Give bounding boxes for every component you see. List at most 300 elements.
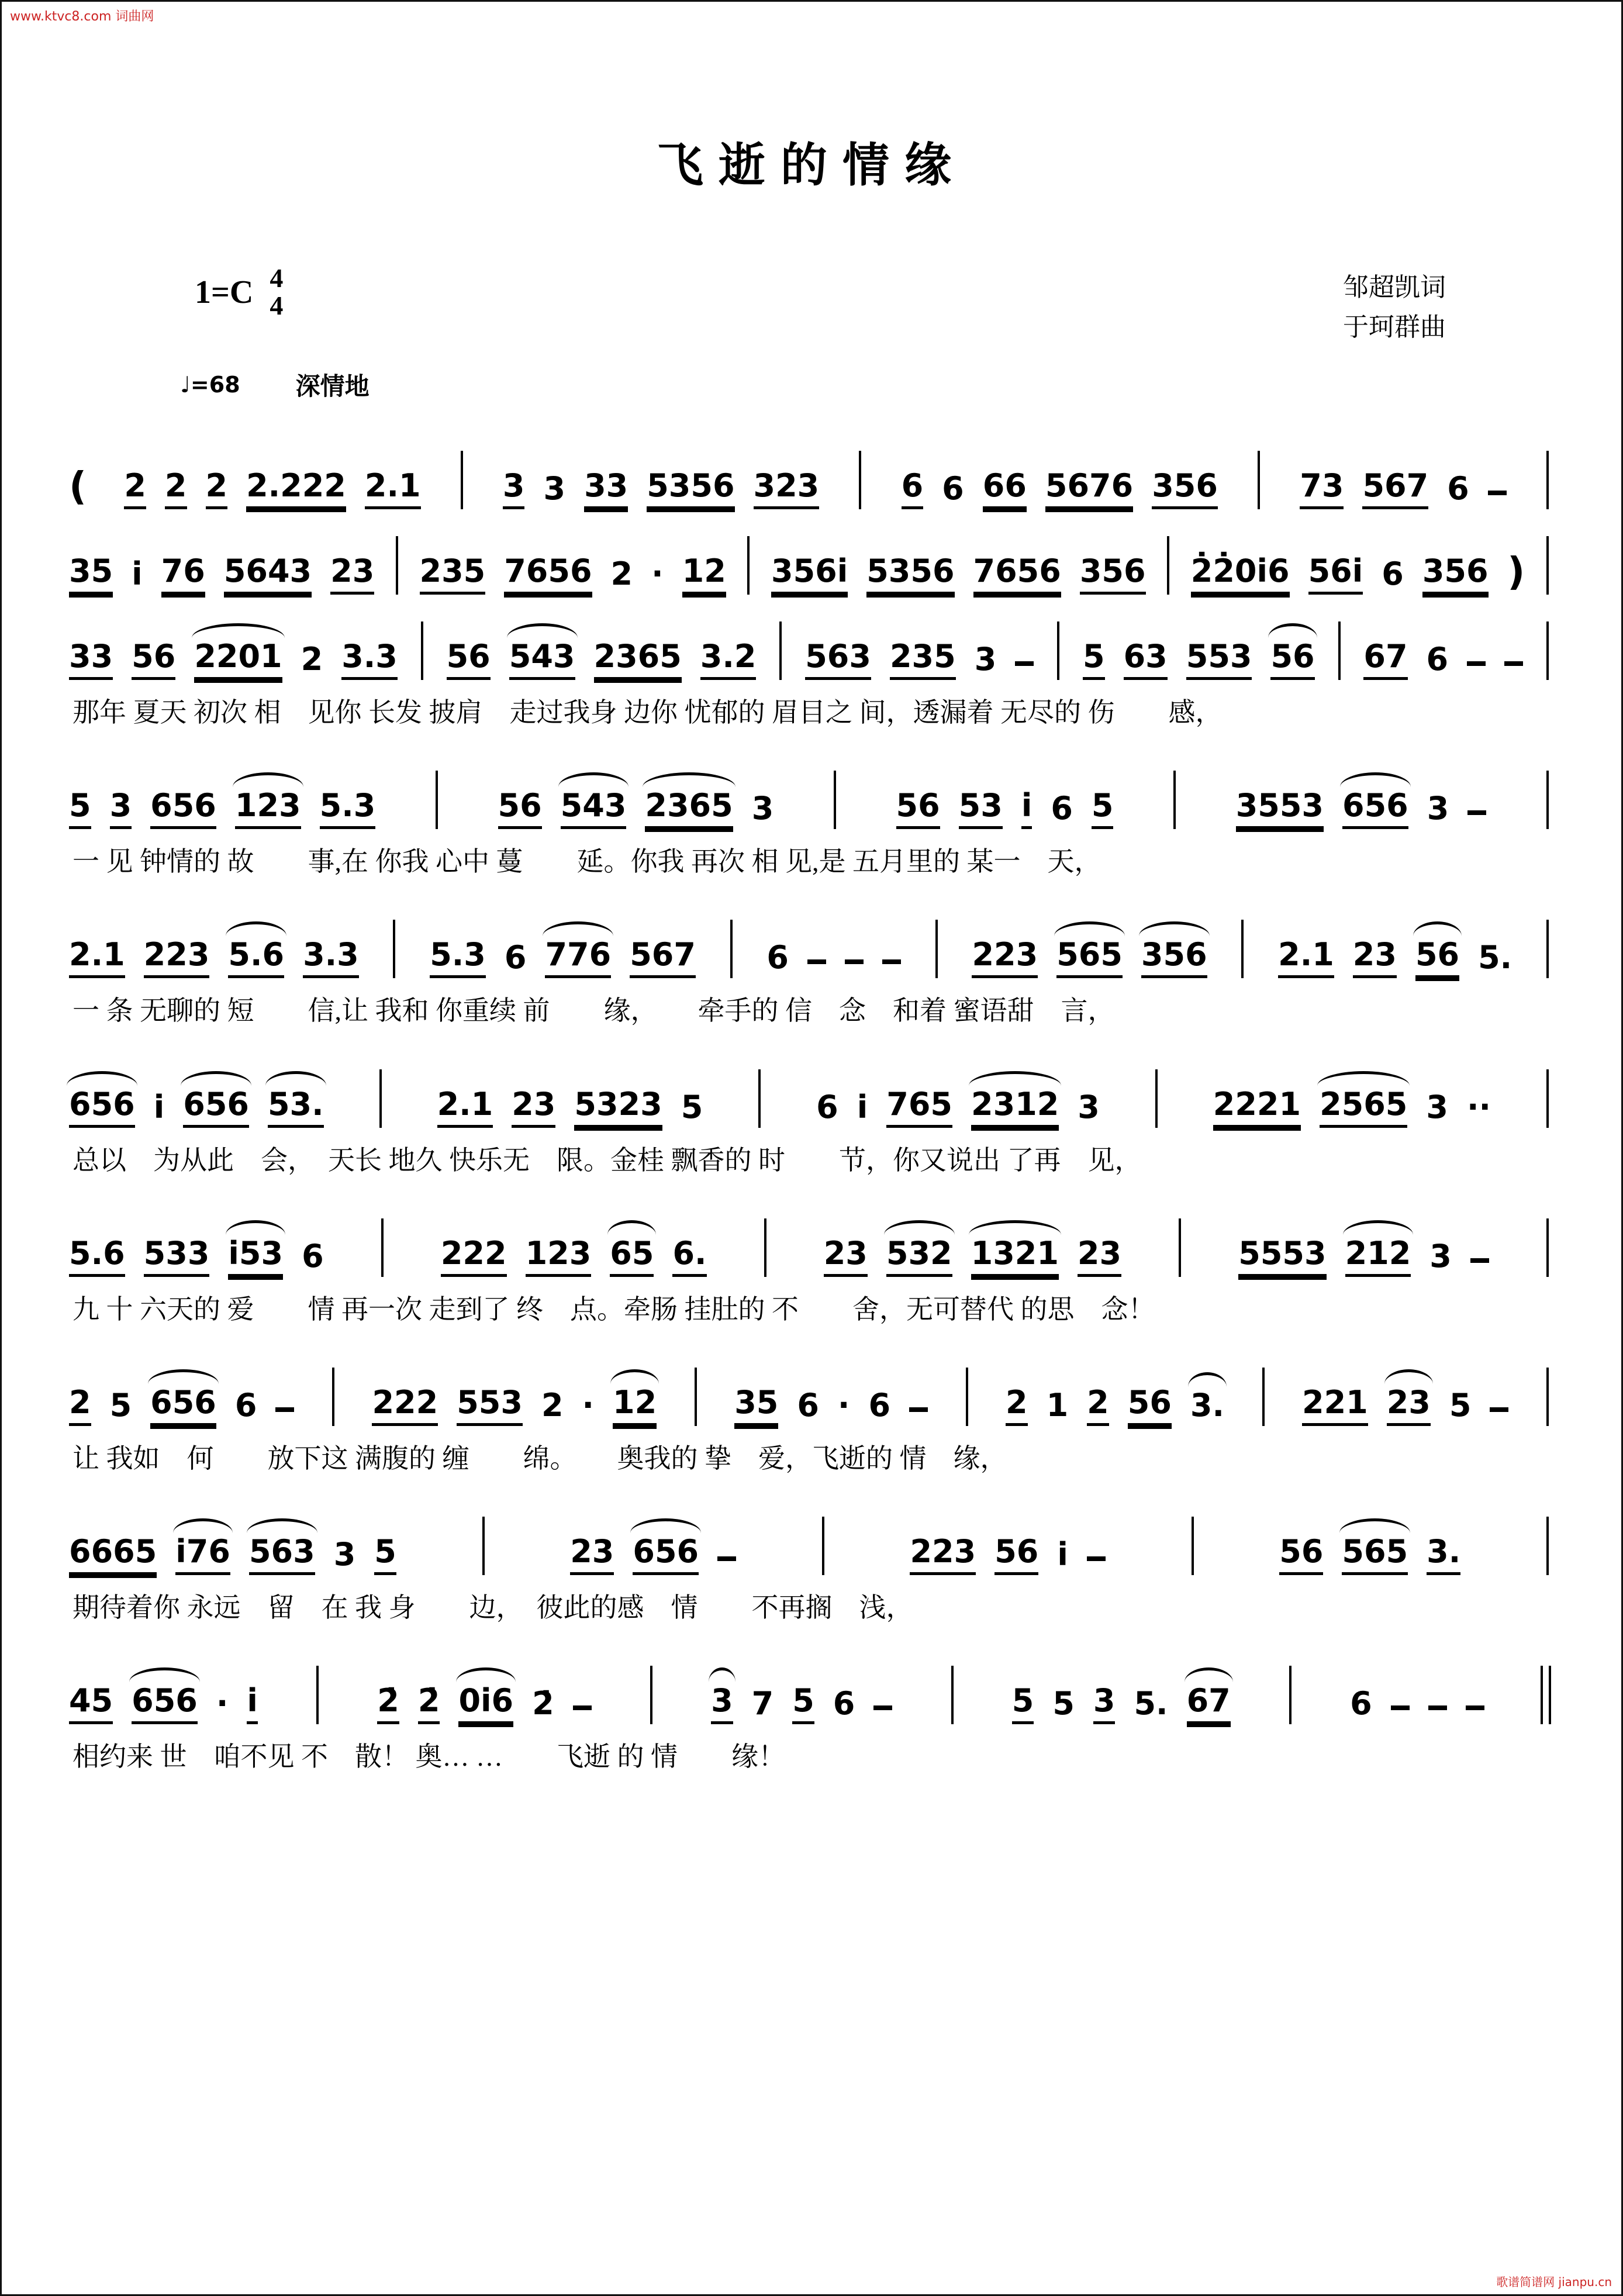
note: 5.3 — [430, 939, 486, 978]
measure — [1300, 467, 1506, 509]
note: 776 — [545, 939, 611, 978]
measure — [823, 1234, 1122, 1277]
note: 656 — [132, 1685, 198, 1724]
barline — [1546, 451, 1549, 509]
lyrics-row: 一 见 钟情的 故 事,在 你我 心中 蔓 延。你我 再次 相 见,是 五月里的 某一 天， — [72, 847, 1101, 877]
rest-dash — [909, 1407, 928, 1412]
note: 35 — [69, 555, 113, 595]
note: 543 — [561, 790, 627, 829]
note: 33 — [69, 641, 113, 680]
note: 356i — [771, 555, 848, 595]
note: 73 — [1300, 470, 1344, 509]
barline — [779, 622, 782, 680]
measure — [1302, 1383, 1508, 1426]
measure — [437, 1085, 703, 1128]
note: 5 — [1052, 1685, 1075, 1722]
note: 2 — [301, 641, 323, 678]
note: 2.1 — [437, 1089, 493, 1128]
time-signature-numerator: 4 — [270, 263, 284, 293]
rest-dash — [573, 1705, 592, 1710]
note: 6 — [833, 1685, 855, 1722]
note: 765 — [886, 1089, 952, 1128]
note: 6 — [1447, 470, 1469, 507]
close-paren: ) — [1507, 549, 1525, 594]
rest-dash — [1504, 661, 1523, 666]
note: 56 — [1270, 641, 1314, 680]
measure — [816, 1085, 1100, 1128]
note: 3553 — [1236, 790, 1324, 829]
note: 56i — [1308, 555, 1363, 595]
note: 66 — [983, 470, 1027, 509]
note: 2̇ — [377, 1685, 399, 1724]
note: 3 — [1078, 1088, 1100, 1125]
note: 5. — [1478, 939, 1513, 976]
note: 565 — [1342, 1536, 1408, 1575]
notes-row — [69, 1218, 1551, 1277]
note: 2365 — [645, 790, 733, 829]
measure — [1235, 787, 1487, 829]
final-barline — [1541, 1666, 1551, 1724]
notes-row — [69, 920, 1551, 978]
barline — [379, 1069, 382, 1128]
note: 5 — [792, 1685, 814, 1724]
open-paren: ( — [69, 464, 87, 509]
note: 3. — [1427, 1536, 1460, 1575]
note: 235 — [890, 641, 956, 680]
measure — [69, 1085, 324, 1128]
barline — [966, 1368, 968, 1426]
note: 323 — [754, 470, 820, 509]
measure — [502, 467, 820, 509]
measure — [1279, 1533, 1461, 1575]
note: 6 — [1350, 1685, 1372, 1722]
note: 5 — [1012, 1685, 1034, 1724]
barline — [1546, 1368, 1549, 1426]
note: 2 — [610, 555, 633, 592]
rest-dash — [807, 959, 826, 964]
note: 23 — [1078, 1238, 1121, 1277]
barline — [436, 771, 438, 829]
measure — [377, 1682, 591, 1724]
barline — [1258, 451, 1260, 509]
note: 532 — [886, 1238, 952, 1277]
measure — [1191, 555, 1489, 595]
measure — [1278, 936, 1513, 978]
watermark-top-left: www.ktvc8.com 词曲网 — [10, 9, 154, 24]
barline — [935, 920, 938, 978]
note: 553 — [1186, 641, 1252, 680]
barline — [1546, 1069, 1549, 1128]
note: 5356 — [866, 555, 954, 595]
rest-dash — [275, 1407, 294, 1412]
measure — [1011, 1682, 1231, 1724]
barline — [764, 1218, 766, 1277]
measure — [446, 638, 757, 680]
barline — [381, 1218, 384, 1277]
lyrics-row: 相约来 世 咱不见 不 散！ 奥… … 飞逝 的 情 缘！ — [72, 1742, 785, 1772]
notes-row — [69, 771, 1551, 829]
time-signature — [270, 265, 283, 320]
barline — [393, 920, 395, 978]
note: 5 — [1083, 641, 1105, 680]
note: 3 — [110, 790, 132, 829]
note: 2365 — [594, 641, 682, 680]
note: 3 — [543, 470, 566, 507]
watermark-bottom-right: 歌谱简谱网 jianpu.cn — [1496, 2275, 1612, 2289]
measure — [711, 1682, 892, 1724]
rest-dash — [1466, 1705, 1484, 1710]
note: 1 — [1046, 1386, 1069, 1424]
note: 3 — [1429, 1237, 1452, 1275]
note: 3 — [503, 470, 525, 509]
note: 6 — [868, 1386, 891, 1424]
measure — [910, 1533, 1105, 1575]
note: 23 — [1353, 939, 1397, 978]
rest-dash — [1467, 661, 1486, 666]
expression-marking: 深情地 — [295, 372, 370, 400]
notes-row — [69, 1069, 1551, 1128]
note: 56 — [1128, 1387, 1172, 1426]
measure — [771, 555, 1146, 595]
note: 53 — [959, 790, 1003, 829]
note: ·· — [1466, 1088, 1491, 1125]
measure — [1363, 638, 1523, 680]
measure — [1083, 638, 1315, 680]
note: i — [153, 1088, 165, 1125]
barline — [1155, 1069, 1158, 1128]
note: 2312 — [971, 1089, 1059, 1128]
measure — [440, 1234, 707, 1277]
measure — [1238, 1234, 1489, 1277]
note: 3 — [974, 641, 997, 678]
rest-dash — [1470, 1258, 1489, 1263]
measure — [69, 555, 374, 595]
note: 23 — [570, 1536, 614, 1575]
note: 5 — [1092, 790, 1114, 829]
note: 67 — [1363, 641, 1407, 680]
note: 56 — [498, 790, 542, 829]
note: 3.3 — [341, 641, 398, 680]
rest-dash — [882, 959, 901, 964]
barline — [482, 1517, 485, 1575]
score-system — [69, 1517, 1551, 1624]
note: 5 — [109, 1386, 132, 1424]
barline — [1262, 1368, 1265, 1426]
note: 656 — [150, 790, 216, 829]
rest-dash — [1015, 661, 1034, 666]
rest-dash — [1467, 810, 1486, 815]
barline — [1167, 536, 1169, 595]
note: 5643 — [224, 555, 312, 595]
note: 567 — [630, 939, 696, 978]
note: 221 — [1302, 1387, 1368, 1426]
measure — [805, 638, 1034, 680]
note: 5676 — [1045, 470, 1133, 509]
measure — [901, 467, 1218, 509]
measure — [1213, 1085, 1491, 1128]
note: 5 — [681, 1088, 703, 1125]
note: 53. — [268, 1089, 324, 1128]
note: 6 — [816, 1088, 838, 1125]
note: 63 — [1124, 641, 1168, 680]
note: 56 — [994, 1536, 1038, 1575]
score-system — [69, 451, 1551, 509]
note: 5356 — [647, 470, 734, 509]
note: · — [582, 1386, 595, 1424]
notes-row — [69, 536, 1551, 595]
rest-dash — [717, 1556, 736, 1561]
note: 56 — [132, 641, 175, 680]
note: 1321 — [971, 1238, 1059, 1277]
measure — [570, 1533, 736, 1575]
measure — [69, 1234, 324, 1277]
note: · — [651, 555, 664, 592]
note: i — [1021, 790, 1032, 829]
measure — [1006, 1383, 1224, 1426]
measure — [420, 555, 726, 595]
note: 7656 — [504, 555, 592, 595]
rest-dash — [1488, 491, 1507, 495]
note: 0i6 — [458, 1685, 513, 1724]
barline — [1546, 771, 1549, 829]
note: 23 — [512, 1089, 555, 1128]
barline — [951, 1666, 954, 1724]
barline — [758, 1069, 761, 1128]
measure — [430, 936, 696, 978]
note: 563 — [249, 1536, 315, 1575]
note: 356 — [1080, 555, 1146, 595]
note: 2 — [541, 1386, 564, 1424]
barline — [1546, 622, 1549, 680]
measure — [972, 936, 1207, 978]
score-system — [69, 1368, 1551, 1475]
note: 65 — [610, 1238, 654, 1277]
rest-dash — [1490, 1407, 1508, 1412]
note: 2 — [1087, 1387, 1109, 1426]
notes-row — [69, 451, 1551, 509]
note: 2 — [69, 1387, 91, 1426]
note: 35 — [734, 1387, 778, 1426]
note: 2 — [206, 470, 228, 509]
note: 2.1 — [69, 939, 125, 978]
note: 6 — [504, 939, 527, 976]
note: 23 — [824, 1238, 868, 1277]
rest-dash — [873, 1705, 892, 1710]
note: 235 — [420, 555, 486, 595]
note: 6 — [1426, 641, 1449, 678]
barline — [730, 920, 733, 978]
note: 656 — [183, 1089, 249, 1128]
note: 6 — [902, 470, 924, 509]
score-system — [69, 1666, 1551, 1773]
note: 2̇ — [532, 1685, 554, 1722]
note: 223 — [972, 939, 1038, 978]
note: 543 — [509, 641, 575, 680]
note: 3 — [711, 1685, 733, 1724]
note: 212 — [1345, 1238, 1411, 1277]
lyrics-row: 总以 为从此 会， 天长 地久 快乐无 限。金桂 飘香的 时 节，你又说出 了再 见， — [72, 1145, 1142, 1175]
note: 2.1 — [1278, 939, 1334, 978]
note: 222 — [372, 1387, 438, 1426]
note: 223 — [144, 939, 210, 978]
note: 56 — [1415, 939, 1459, 978]
key-time-signature — [195, 265, 283, 320]
note: 45 — [69, 1685, 113, 1724]
note: 5 — [374, 1536, 396, 1575]
rest-dash — [1391, 1705, 1410, 1710]
barline — [1546, 1218, 1549, 1277]
rest-dash — [845, 959, 864, 964]
credits — [1343, 268, 1446, 347]
note: 656 — [150, 1387, 216, 1426]
note: i — [132, 555, 143, 592]
note: 2.222 — [246, 470, 346, 509]
key-signature: 1=C — [195, 274, 254, 310]
measure — [69, 787, 376, 829]
note: 5.3 — [320, 790, 376, 829]
score-system — [69, 920, 1551, 1027]
notes-row — [69, 1666, 1551, 1724]
lyrics-row: 一 条 无聊的 短 信,让 我和 你重续 前 缘， 牵手的 信 念 和着 蜜语甜 言， — [72, 996, 1115, 1026]
note: 2 — [1006, 1387, 1028, 1426]
barline — [834, 771, 836, 829]
note: 3 — [333, 1536, 356, 1573]
barline — [695, 1368, 697, 1426]
lyrics-row: 那年 夏天 初次 相 见你 长发 披肩 走过我身 边你 忧郁的 眉目之 间，透漏着 无尽的 伤 感， — [72, 698, 1223, 727]
composer-credit: 于珂群曲 — [1343, 312, 1446, 343]
barline — [1057, 622, 1059, 680]
note: 5553 — [1238, 1238, 1326, 1277]
note: 533 — [144, 1238, 210, 1277]
note: 5323 — [574, 1089, 662, 1128]
measure — [498, 787, 774, 829]
note: 5 — [1449, 1386, 1472, 1424]
note: 565 — [1056, 939, 1123, 978]
note: · — [216, 1685, 229, 1722]
lyricist-credit: 邹超凯词 — [1343, 272, 1446, 302]
measure — [896, 787, 1114, 829]
note: 23 — [330, 555, 374, 595]
measure — [69, 1533, 396, 1575]
note: 2221 — [1213, 1089, 1301, 1128]
barline — [396, 536, 398, 595]
note: 2̇ — [418, 1685, 440, 1724]
note: 656 — [1342, 790, 1408, 829]
note: 12 — [613, 1387, 657, 1426]
barline — [650, 1666, 652, 1724]
note: 7656 — [973, 555, 1061, 595]
note: 3 — [1426, 1088, 1448, 1125]
rest-dash — [1087, 1556, 1106, 1561]
note: 76 — [161, 555, 205, 595]
note: 223 — [910, 1536, 976, 1575]
note: 6 — [797, 1386, 819, 1424]
barline — [1179, 1218, 1181, 1277]
score-systems — [69, 451, 1551, 1815]
note: 3 — [751, 790, 774, 827]
score-system — [69, 1069, 1551, 1176]
note: 6 — [1051, 790, 1073, 827]
note: i — [857, 1088, 868, 1125]
note: 2̇2̇0i6 — [1191, 555, 1290, 595]
note: 2565 — [1320, 1089, 1407, 1128]
measure — [69, 1383, 294, 1426]
note: 123 — [526, 1238, 592, 1277]
barline — [1338, 622, 1341, 680]
barline — [1546, 920, 1549, 978]
note: 6 — [766, 939, 789, 976]
measure — [124, 467, 421, 509]
note: 3.3 — [303, 939, 359, 978]
note: 567 — [1362, 470, 1428, 509]
score-system — [69, 536, 1551, 595]
note: 656 — [69, 1089, 135, 1128]
lyrics-row: 让 我如 何 放下这 满腹的 缠 绵。 奥我的 挚 爱，飞逝的 情 缘， — [72, 1443, 1007, 1473]
notes-row — [69, 1517, 1551, 1575]
note: 12 — [682, 555, 726, 595]
barline — [1289, 1666, 1292, 1724]
barline — [1546, 536, 1549, 595]
note: i — [247, 1685, 258, 1724]
note: i53 — [228, 1238, 283, 1277]
note: 6 — [1382, 555, 1404, 592]
notes-row — [69, 1368, 1551, 1426]
note: 356 — [1141, 939, 1207, 978]
note: 67 — [1187, 1685, 1231, 1724]
note: 553 — [457, 1387, 523, 1426]
note: 5 — [69, 790, 91, 829]
barline — [1173, 771, 1176, 829]
note: 6 — [942, 470, 964, 507]
note: 2201 — [194, 641, 282, 680]
note: 5.6 — [228, 939, 284, 978]
note: 222 — [441, 1238, 507, 1277]
measure — [766, 939, 901, 978]
note: 2 — [165, 470, 187, 509]
tempo-line — [180, 367, 370, 402]
note: 3 — [1427, 790, 1449, 827]
score-system — [69, 622, 1551, 728]
score-system — [69, 1218, 1551, 1325]
note: 6 — [302, 1237, 324, 1275]
note: 2 — [124, 470, 146, 509]
barline — [461, 451, 463, 509]
lyrics-row: 期待着你 永远 留 在 我 身 边， 彼此的感 情 不再搁 浅， — [72, 1593, 913, 1623]
measure — [69, 936, 359, 978]
barline — [316, 1666, 319, 1724]
note: i76 — [175, 1536, 230, 1575]
note: 56 — [447, 641, 491, 680]
note: 3 — [1093, 1685, 1116, 1724]
note: 56 — [1279, 1536, 1323, 1575]
time-signature-denominator: 4 — [270, 290, 284, 320]
note: i — [1057, 1536, 1068, 1573]
note: 6665 — [69, 1536, 157, 1575]
note: 3. — [1190, 1390, 1224, 1426]
measure — [1350, 1685, 1484, 1724]
note: 123 — [235, 790, 301, 829]
note: 23 — [1387, 1387, 1431, 1426]
measure — [734, 1383, 928, 1426]
lyrics-row: 九 十 六天的 爱 情 再一次 走到了 终 点。牵肠 挂肚的 不 舍，无可替代 的思 念！ — [72, 1294, 1155, 1324]
barline — [1241, 920, 1244, 978]
note: 356 — [1422, 555, 1489, 595]
barline — [421, 622, 423, 680]
rest-dash — [1428, 1705, 1447, 1710]
page-title: 飞逝的情缘 — [657, 137, 966, 192]
note: · — [837, 1386, 850, 1424]
score-system — [69, 771, 1551, 878]
